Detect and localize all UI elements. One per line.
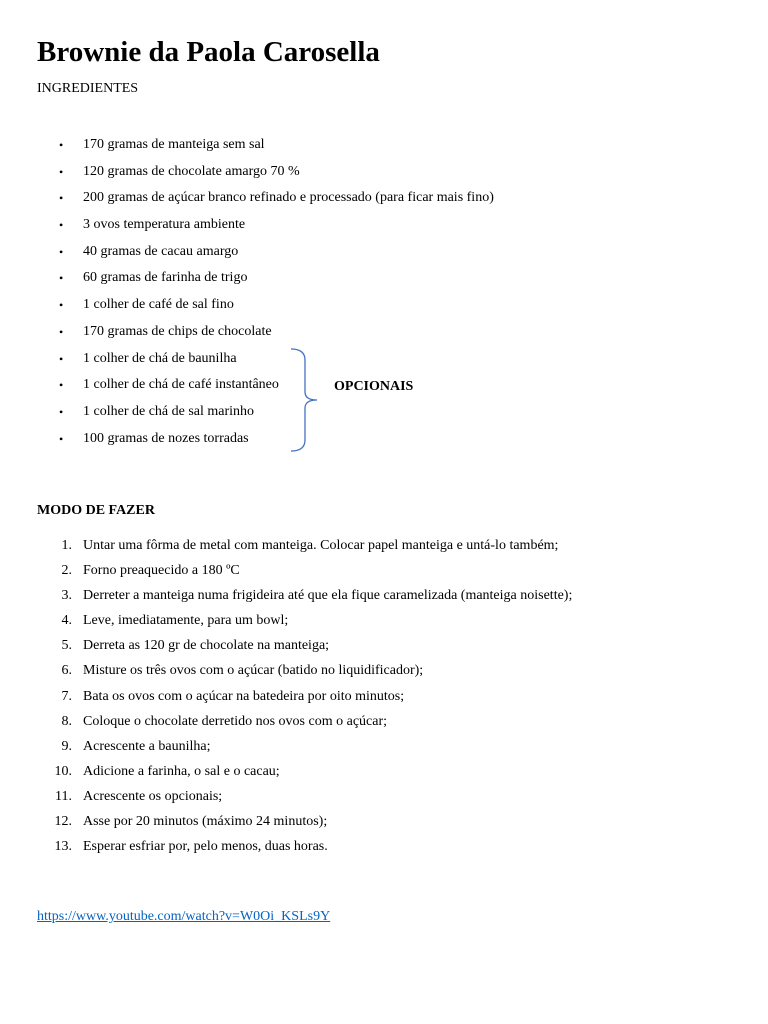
step-number: 8. [61,713,72,729]
ingredient-text: 1 colher de chá de baunilha [83,350,237,366]
ingredient-text: 170 gramas de chips de chocolate [83,323,272,339]
ingredient-text: 1 colher de chá de café instantâneo [83,377,279,393]
step-text: Untar uma fôrma de metal com manteiga. Colocar papel manteiga e untá-lo também; [83,538,559,553]
method-heading: MODO DE FAZER [37,503,155,518]
step-text: Coloque o chocolate derretido nos ovos com o açúcar; [83,713,388,729]
step-number: 4. [61,613,72,629]
optional-label: OPCIONAIS [334,379,414,394]
step-text: Misture os três ovos com o açúcar (batido no liquidificador); [83,663,424,679]
bullet-icon: • [59,378,64,393]
bullet-icon: • [59,404,64,419]
ingredient-text: 3 ovos temperatura ambiente [83,217,246,233]
bullet-icon: • [59,244,64,259]
bullet-icon: • [59,298,64,313]
step-number: 9. [61,738,72,754]
page-title: Brownie da Paola Carosella [37,36,380,68]
ingredient-text: 120 gramas de chocolate amargo 70 % [83,163,300,179]
step-number: 11. [55,788,72,804]
ingredient-text: 60 gramas de farinha de trigo [83,270,248,286]
step-number: 12. [54,814,72,830]
step-number: 2. [61,563,72,579]
step-number: 3. [61,588,72,604]
step-number: 1. [61,538,72,553]
ingredient-text: 40 gramas de cacau amargo [83,243,239,259]
step-text: Bata os ovos com o açúcar na batedeira por oito minutos; [83,688,405,704]
bullet-icon: • [59,351,64,366]
step-text: Forno preaquecido a 180 ºC [83,563,240,579]
bullet-icon: • [59,431,64,446]
ingredient-text: 1 colher de chá de sal marinho [83,403,255,419]
step-text: Asse por 20 minutos (máximo 24 minutos); [83,814,328,830]
step-text: Acrescente os opcionais; [83,788,223,804]
ingredients-heading: INGREDIENTES [37,81,139,96]
step-text: Acrescente a baunilha; [83,738,211,754]
step-number: 5. [61,638,72,654]
step-number: 6. [61,663,72,679]
step-text: Derreter a manteiga numa frigideira até que ela fique caramelizada (manteiga noisette); [83,588,573,604]
step-text: Adicione a farinha, o sal e o cacau; [83,763,280,779]
ingredient-text: 200 gramas de açúcar branco refinado e processado (para ficar mais fino) [83,190,494,206]
ingredient-text: 170 gramas de manteiga sem sal [83,137,265,152]
step-number: 10. [54,763,72,779]
brace-stroke [291,349,317,451]
bullet-icon: • [59,138,64,152]
step-number: 13. [54,839,72,855]
bullet-icon: • [59,191,64,206]
step-text: Derreta as 120 gr de chocolate na manteiga; [83,638,330,654]
step-number: 7. [61,688,72,704]
step-text: Leve, imediatamente, para um bowl; [83,613,289,629]
ingredient-text: 100 gramas de nozes torradas [83,430,249,446]
ingredient-text: 1 colher de café de sal fino [83,297,234,313]
bullet-icon: • [59,164,64,179]
youtube-link[interactable]: https://www.youtube.com/watch?v=W0Oi_KSLs9Y [37,909,331,924]
bullet-icon: • [59,218,64,233]
bullet-icon: • [59,271,64,286]
bullet-icon: • [59,324,64,339]
right-brace-icon [288,346,324,454]
step-text: Esperar esfriar por, pelo menos, duas horas. [83,839,328,855]
